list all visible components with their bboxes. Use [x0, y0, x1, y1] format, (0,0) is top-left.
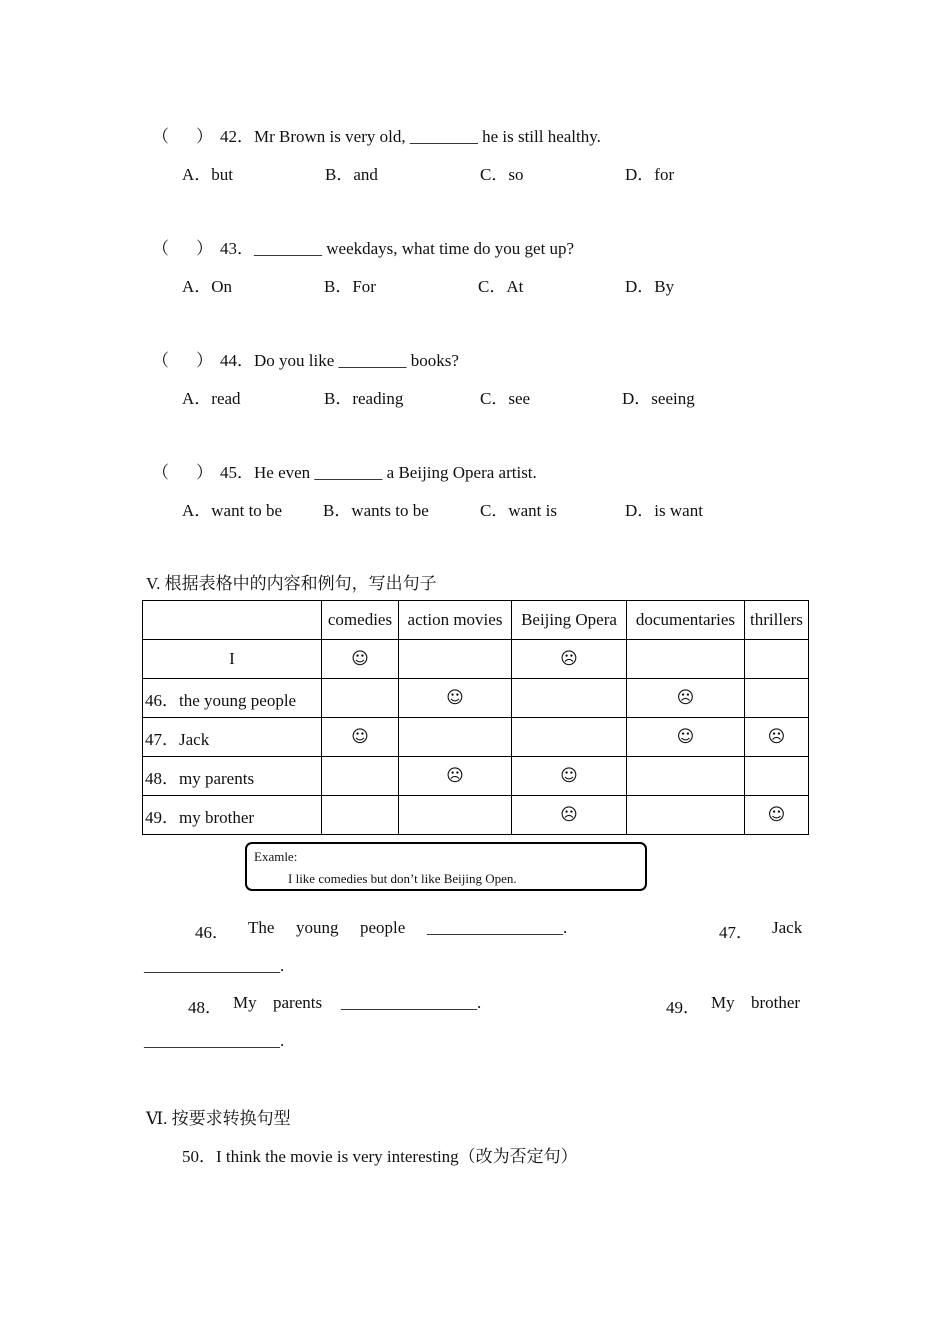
question-50: 50．I think the movie is very interesting（改为否定句）: [182, 1147, 578, 1166]
face-icon: [322, 757, 399, 796]
answer-46-word: people: [360, 918, 406, 937]
face-icon: [322, 796, 399, 835]
face-icon: [399, 718, 512, 757]
face-icon: [627, 757, 745, 796]
face-icon: [322, 679, 399, 718]
row-label: I: [143, 640, 322, 679]
option-c: C．see: [480, 389, 531, 408]
option-d: D．is want: [625, 501, 703, 520]
face-icon: [745, 757, 809, 796]
question-stem: 42．Mr Brown is very old, ________ he is still healthy.: [220, 127, 601, 146]
face-icon: [512, 679, 627, 718]
answer-46-word: young: [296, 918, 339, 937]
answer-49-blank[interactable]: ________________.: [144, 1031, 285, 1050]
row-label: 46．the young people: [143, 679, 322, 718]
answer-paren-open: （: [152, 127, 169, 146]
table-header-cell: [143, 601, 322, 640]
answer-46-word: The: [248, 918, 275, 937]
answer-49-word: My: [711, 993, 735, 1012]
face-icon: [745, 640, 809, 679]
option-b: B．and: [325, 165, 378, 184]
face-icon: [512, 718, 627, 757]
face-icon: ☹: [512, 640, 627, 679]
option-a: A．want to be: [182, 501, 283, 520]
section-5-title: V. 根据表格中的内容和例句，写出句子: [146, 574, 437, 593]
option-c: C．want is: [480, 501, 557, 520]
option-a: A．but: [182, 165, 233, 184]
answer-paren-close: ）: [196, 239, 213, 258]
table-row: [143, 757, 809, 796]
answer-47-number: 47．: [719, 923, 753, 942]
face-icon: [399, 796, 512, 835]
option-b: B．reading: [324, 389, 404, 408]
answer-49-word: brother: [751, 993, 801, 1012]
option-d: D．for: [625, 165, 675, 184]
table-header-cell: action movies: [399, 601, 512, 640]
table-header-cell: Beijing Opera: [512, 601, 627, 640]
answer-paren-open: （: [152, 239, 169, 258]
table-row: [143, 640, 809, 679]
answer-46-blank[interactable]: ________________.: [427, 918, 568, 937]
option-c: C．so: [480, 165, 524, 184]
face-icon: [627, 640, 745, 679]
table-row: [143, 679, 809, 718]
face-icon: ☹: [512, 796, 627, 835]
face-icon: ☺: [322, 640, 399, 679]
option-c: C．At: [478, 277, 524, 296]
row-label: 47．Jack: [143, 718, 322, 757]
question-stem: 44．Do you like ________ books?: [220, 351, 459, 370]
option-a: A．On: [182, 277, 233, 296]
answer-paren-close: ）: [196, 351, 213, 370]
option-d: D．seeing: [622, 389, 695, 408]
answer-48-word: My: [233, 993, 257, 1012]
face-icon: ☺: [512, 757, 627, 796]
answer-48-word: parents: [273, 993, 323, 1012]
face-icon: ☺: [745, 796, 809, 835]
option-d: D．By: [625, 277, 675, 296]
face-icon: ☹: [745, 718, 809, 757]
face-icon: [399, 640, 512, 679]
option-a: A．read: [182, 389, 241, 408]
face-icon: ☺: [627, 718, 745, 757]
answer-paren-close: ）: [196, 127, 213, 146]
answer-48-number: 48．: [188, 998, 222, 1017]
answer-paren-open: （: [152, 463, 169, 482]
row-label: 49．my brother: [143, 796, 322, 835]
table-row: [143, 718, 809, 757]
answer-47-blank[interactable]: ________________.: [144, 956, 285, 975]
face-icon: [745, 679, 809, 718]
example-label: Examle:: [254, 849, 298, 864]
face-icon: ☺: [322, 718, 399, 757]
answer-paren-close: ）: [196, 463, 213, 482]
answer-49-number: 49．: [666, 998, 700, 1017]
face-icon: ☹: [399, 757, 512, 796]
table-header-cell: thrillers: [745, 601, 809, 640]
option-b: B．For: [324, 277, 376, 296]
question-stem: 45．He even ________ a Beijing Opera artist.: [220, 463, 537, 482]
question-stem: 43．________ weekdays, what time do you get up?: [220, 239, 575, 258]
example-box: [245, 842, 647, 891]
table-header-row: [143, 601, 809, 640]
table-row: [143, 796, 809, 835]
answer-48-blank[interactable]: ________________.: [341, 993, 482, 1012]
example-sentence: I like comedies but don’t like Beijing Open.: [288, 871, 517, 886]
answer-paren-open: （: [152, 351, 169, 370]
face-icon: ☹: [627, 679, 745, 718]
preference-table: [142, 600, 809, 835]
answer-47-word: Jack: [772, 918, 803, 937]
section-6-title: Ⅵ. 按要求转换句型: [146, 1109, 291, 1128]
row-label: 48．my parents: [143, 757, 322, 796]
table-header-cell: documentaries: [627, 601, 745, 640]
table-header-cell: comedies: [322, 601, 399, 640]
face-icon: ☺: [399, 679, 512, 718]
option-b: B．wants to be: [323, 501, 429, 520]
answer-46-number: 46．: [195, 923, 229, 942]
face-icon: [627, 796, 745, 835]
